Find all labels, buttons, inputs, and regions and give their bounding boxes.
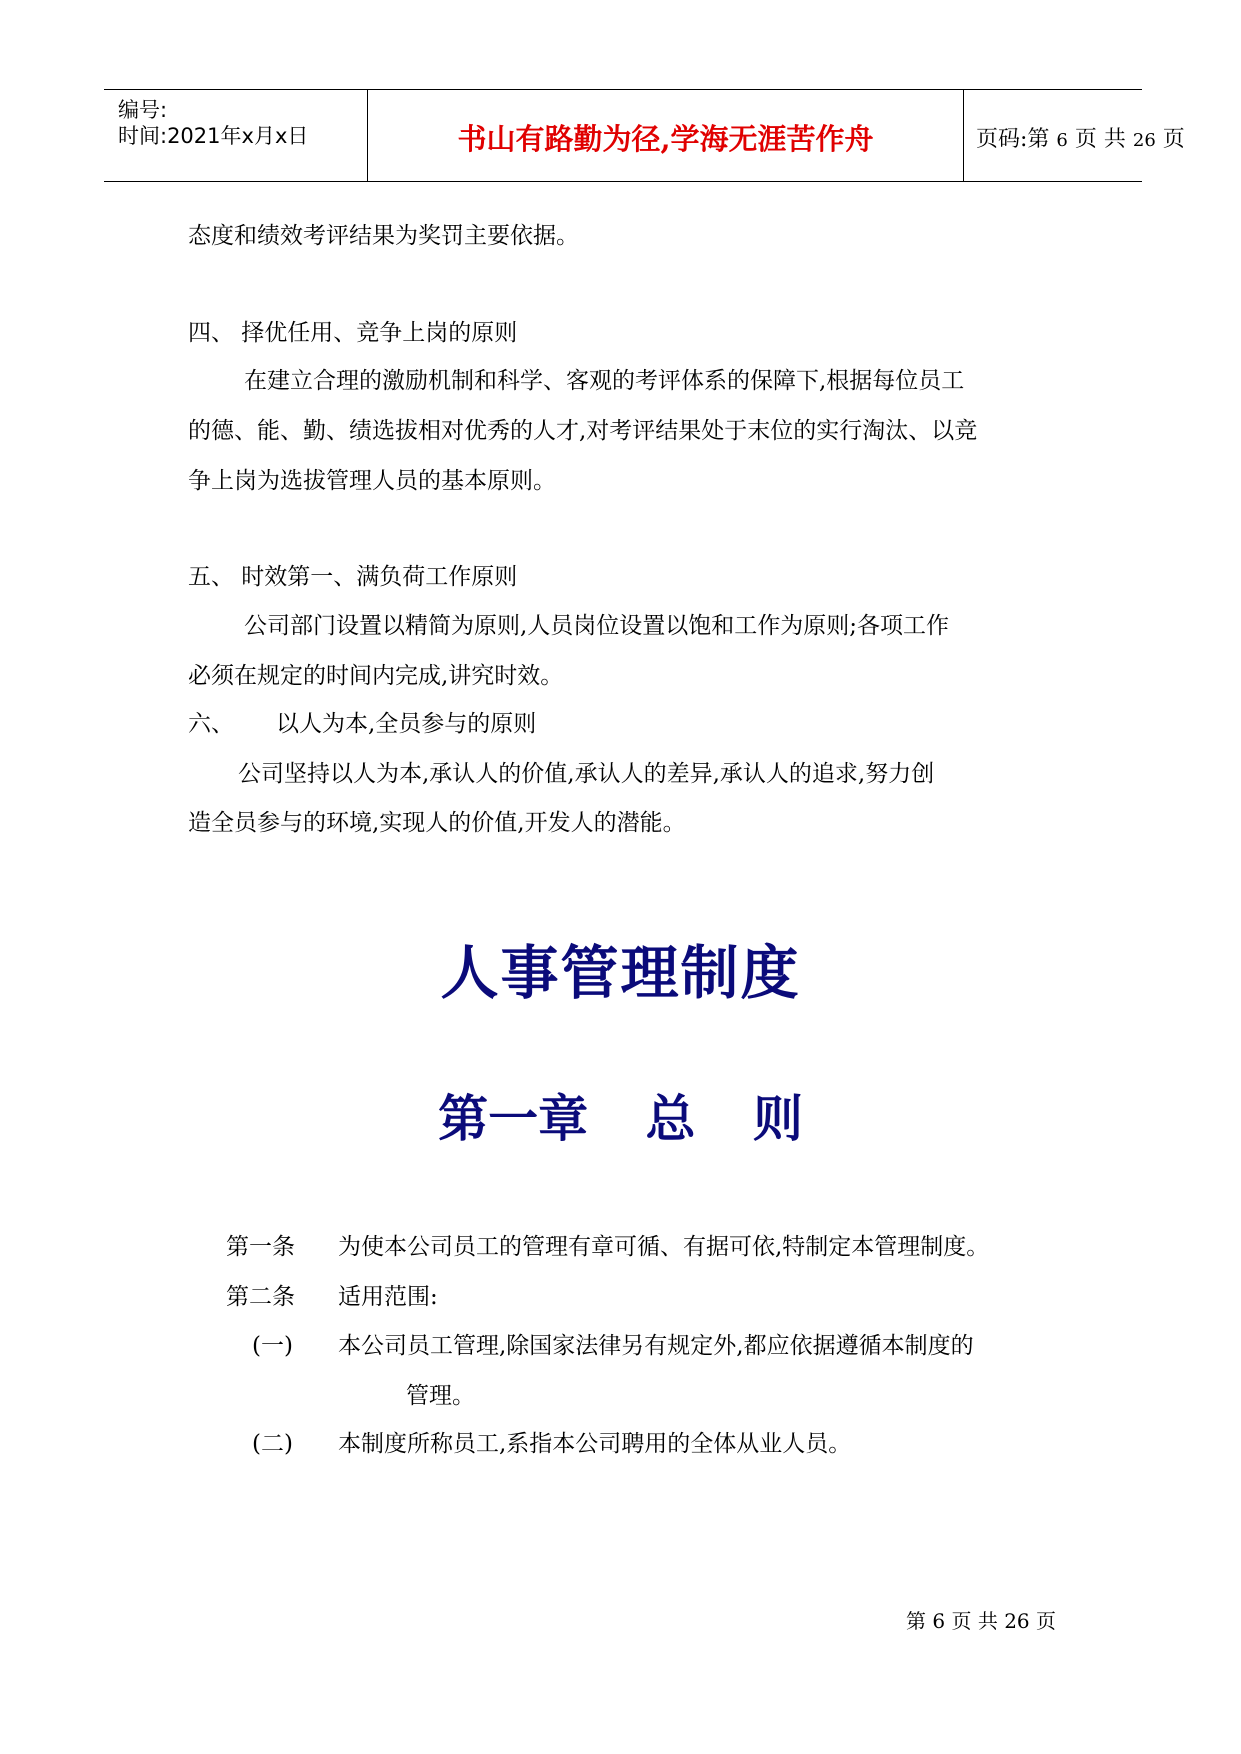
- clause-1-number: (一): [252, 1333, 293, 1359]
- article-1-number: 第一条: [226, 1234, 295, 1260]
- clause-2-number: (二): [252, 1431, 293, 1457]
- footer-suffix: 页: [1036, 1609, 1056, 1633]
- body-line-7: 公司部门设置以精简为原则,人员岗位设置以饱和工作为原则;各项工作: [244, 613, 950, 639]
- clause-1-text: 本公司员工管理,除国家法律另有规定外,都应依据遵循本制度的: [338, 1333, 974, 1359]
- page-current: 6: [1056, 130, 1068, 151]
- header-meta: [104, 90, 368, 181]
- page-mid: 页 共: [1074, 127, 1126, 152]
- body-line-1: 态度和绩效考评结果为奖罚主要依据。: [188, 223, 579, 249]
- body-line-4: 的德、能、勤、绩选拔相对优秀的人才,对考评结果处于末位的实行淘汰、以竞: [188, 418, 978, 444]
- chapter-title: 第一章 总 则: [438, 1089, 803, 1148]
- article-1-text: 为使本公司员工的管理有章可循、有据可依,特制定本管理制度。: [338, 1234, 990, 1260]
- header-motto-cell: [368, 90, 964, 181]
- page-footer: [906, 1605, 1056, 1634]
- body-line-5: 争上岗为选拔管理人员的基本原则。: [188, 468, 556, 494]
- document-title: 人事管理制度: [440, 939, 801, 1007]
- footer-current: 6: [932, 1609, 946, 1633]
- motto: 书山有路勤为径,学海无涯苦作舟: [457, 122, 874, 156]
- clause-2-text: 本制度所称员工,系指本公司聘用的全体从业人员。: [338, 1431, 852, 1457]
- page-header: [104, 89, 1185, 182]
- section-heading-6-text: 以人为本,全员参与的原则: [276, 711, 537, 737]
- section-heading-5: 五、 时效第一、满负荷工作原则: [188, 564, 518, 590]
- footer-prefix: 第: [906, 1609, 927, 1633]
- time-text: 时间:2021年x月x日: [118, 124, 309, 148]
- footer-total: 26: [1004, 1609, 1030, 1633]
- article-2-text: 适用范围:: [338, 1284, 438, 1310]
- header-page-number: [976, 122, 1185, 153]
- body-line-11: 造全员参与的环境,实现人的价值,开发人的潜能。: [188, 810, 686, 836]
- article-2-number: 第二条: [226, 1284, 295, 1310]
- body-line-10: 公司坚持以人为本,承认人的价值,承认人的差异,承认人的追求,努力创: [238, 761, 935, 787]
- page-prefix: 页码:第: [976, 127, 1050, 152]
- header-page-cell: [964, 90, 1185, 181]
- body-line-8: 必须在规定的时间内完成,讲究时效。: [188, 663, 564, 689]
- section-heading-6-number: 六、: [188, 711, 234, 737]
- footer-mid: 页 共: [951, 1609, 998, 1633]
- page-total: 26: [1132, 130, 1156, 151]
- body-line-3: 在建立合理的激励机制和科学、客观的考评体系的保障下,根据每位员工: [244, 368, 965, 394]
- number-label: 编号:: [118, 98, 168, 122]
- clause-1-continuation: 管理。: [406, 1383, 475, 1409]
- section-heading-4: 四、 择优任用、竞争上岗的原则: [188, 320, 518, 346]
- page-suffix: 页: [1162, 127, 1185, 152]
